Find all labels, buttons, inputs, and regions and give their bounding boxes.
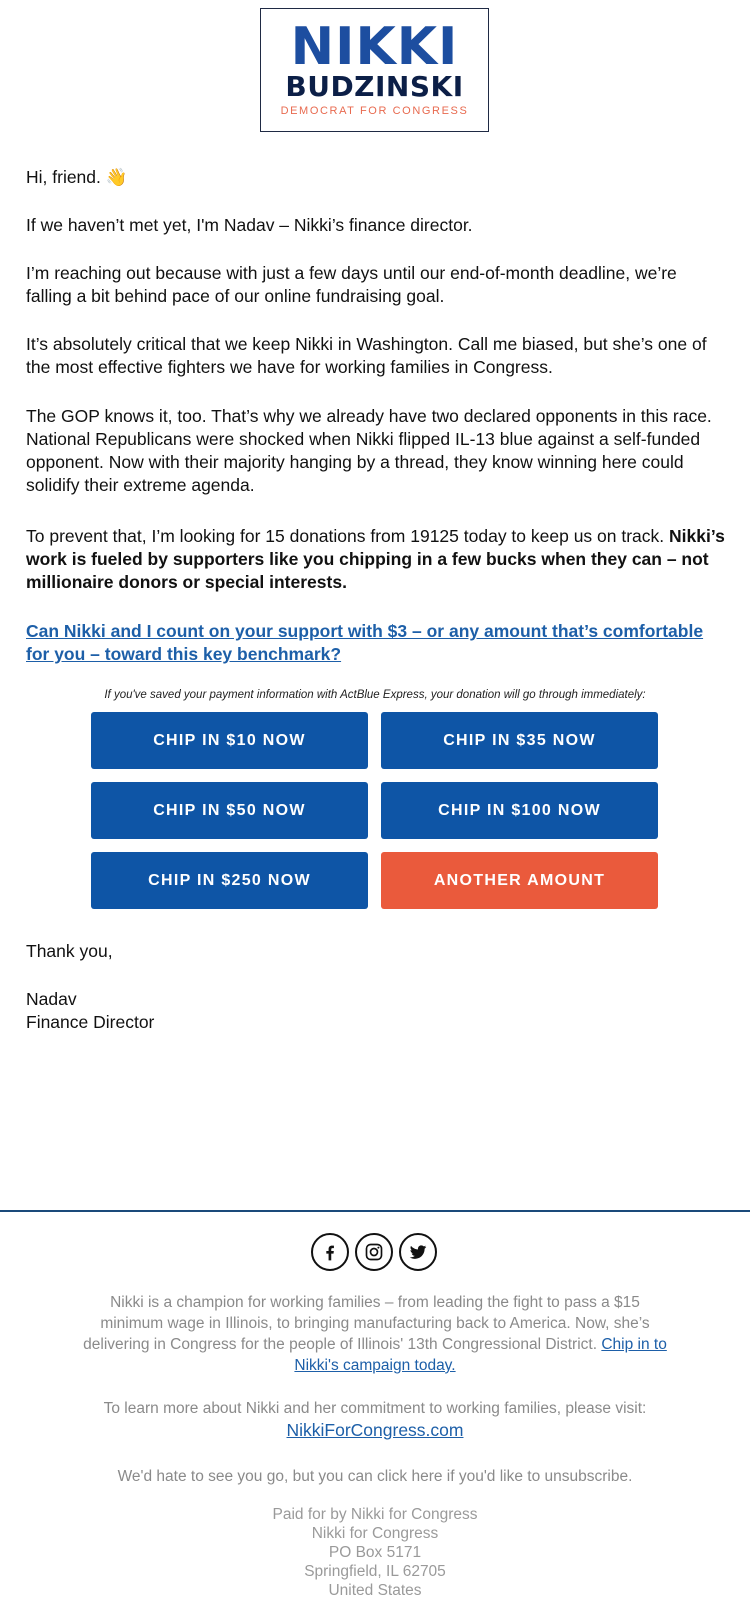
paragraph-donations xyxy=(26,525,726,594)
footer-site xyxy=(80,1419,670,1442)
paragraph-deadline: I’m reaching out because with just a few days until our end-of-month deadline, we’re falling a bit behind pace of our online fundraising goal. xyxy=(26,263,677,306)
twitter-icon[interactable] xyxy=(399,1233,437,1271)
footer-unsubscribe[interactable]: We'd hate to see you go, but you can click here if you'd like to unsubscribe. xyxy=(117,1468,633,1485)
chip-in-250-button[interactable]: CHIP IN $250 NOW xyxy=(91,852,368,909)
donations-bold-text: Nikki’s work is fueled by supporters like you chipping in a few bucks when they can – not millionaire donors or special interests. xyxy=(26,526,725,592)
cta-paragraph xyxy=(26,620,726,666)
chip-in-100-button[interactable]: CHIP IN $100 NOW xyxy=(381,782,658,839)
signer-title: Finance Director xyxy=(26,1012,155,1032)
facebook-icon[interactable] xyxy=(311,1233,349,1271)
donations-text: To prevent that, I’m looking for 15 donations from 19125 today to keep us on track. xyxy=(26,526,665,546)
footer-about-text: Nikki is a champion for working families – from leading the fight to pass a $15 minimum wage in Illinois, to bringing manufacturing back to America. Now, she’s delivering in Congress for the people of Illinois' 13th Congressional District. xyxy=(83,1294,650,1353)
logo-tagline: DEMOCRAT FOR CONGRESS xyxy=(280,105,469,117)
greeting: Hi, friend. 👋 xyxy=(26,167,128,187)
cta-support-link[interactable]: Can Nikki and I count on your support with $3 – or any amount that’s comfortable for you – toward this key benchmark? xyxy=(26,621,704,664)
address-country: United States xyxy=(328,1582,422,1599)
chip-in-35-button[interactable]: CHIP IN $35 NOW xyxy=(381,712,658,769)
logo-last-name: BUDZINSKI xyxy=(285,70,464,103)
instagram-icon[interactable] xyxy=(355,1233,393,1271)
address-paid-for: Paid for by Nikki for Congress xyxy=(272,1506,478,1523)
footer-about xyxy=(80,1292,670,1376)
signoff: Thank you, xyxy=(26,941,113,961)
chip-in-50-button[interactable]: CHIP IN $50 NOW xyxy=(91,782,368,839)
signer-name: Nadav xyxy=(26,989,77,1009)
paragraph-intro: If we haven’t met yet, I'm Nadav – Nikki’s finance director. xyxy=(26,215,473,235)
footer-site-link[interactable]: NikkiForCongress.com xyxy=(286,1420,464,1440)
footer-divider xyxy=(0,1210,750,1212)
address-city: Springfield, IL 62705 xyxy=(304,1563,446,1580)
another-amount-button[interactable]: ANOTHER AMOUNT xyxy=(381,852,658,909)
address-po-box: PO Box 5171 xyxy=(328,1544,422,1561)
paragraph-gop: The GOP knows it, too. That’s why we already have two declared opponents in this race. National Republicans were shocked when Nikki flipped IL-13 blue against a self-funded opponent. Now with their majority hanging by a thread, they know winning here could solidify their extreme agenda. xyxy=(26,406,712,495)
paragraph-washington: It’s absolutely critical that we keep Nikki in Washington. Call me biased, but she’s one of the most effective fighters we have for working families in Congress. xyxy=(26,334,707,377)
address-committee: Nikki for Congress xyxy=(311,1525,439,1542)
logo-first-name: NIKKI xyxy=(290,17,459,77)
footer-learn-more: To learn more about Nikki and her commitment to working families, please visit: xyxy=(103,1400,647,1417)
footer-chip-in-link[interactable]: Chip in to Nikki's campaign today. xyxy=(294,1336,667,1374)
chip-in-10-button[interactable]: CHIP IN $10 NOW xyxy=(91,712,368,769)
campaign-logo xyxy=(260,8,489,132)
actblue-express-note: If you've saved your payment information with ActBlue Express, your donation will go through immediately: xyxy=(104,689,646,701)
